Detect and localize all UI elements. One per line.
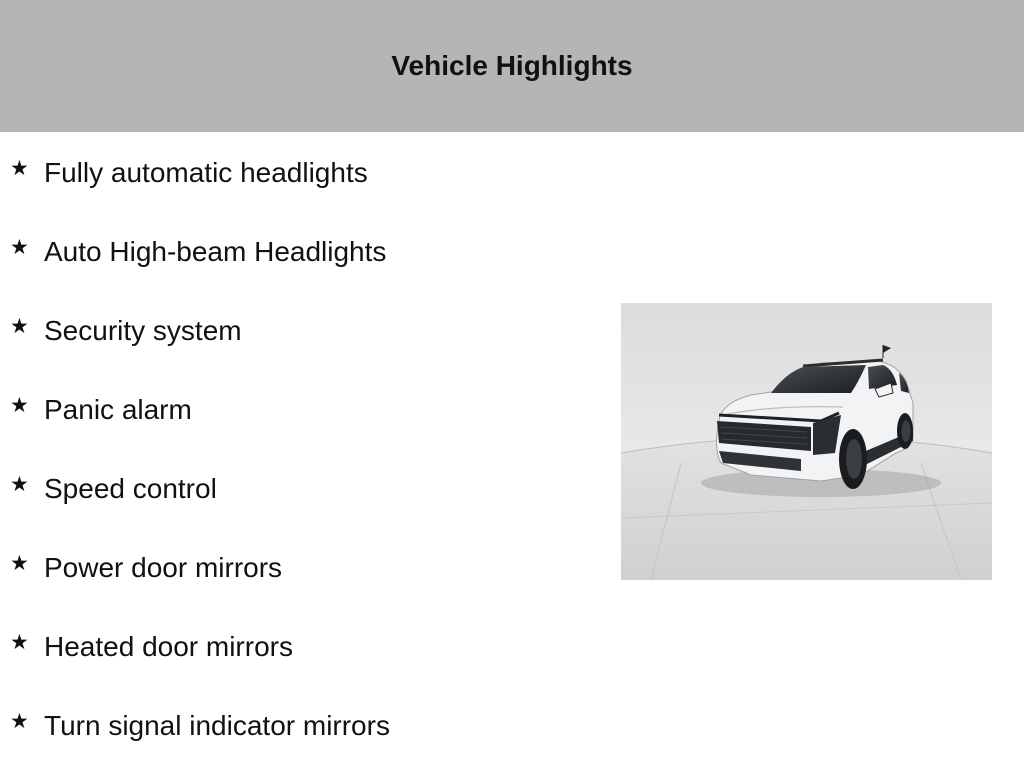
vehicle-image	[621, 303, 992, 580]
feature-label: Panic alarm	[44, 394, 192, 425]
vehicle-photo	[621, 303, 992, 580]
feature-label: Fully automatic headlights	[44, 157, 368, 188]
page-header	[0, 0, 1024, 132]
star-icon: ★	[10, 315, 29, 338]
star-icon: ★	[10, 236, 29, 259]
feature-label: Security system	[44, 315, 242, 346]
feature-label: Speed control	[44, 473, 217, 504]
star-icon: ★	[10, 631, 29, 654]
star-icon: ★	[10, 473, 29, 496]
feature-label: Heated door mirrors	[44, 631, 293, 662]
star-icon: ★	[10, 157, 29, 180]
star-icon: ★	[10, 552, 29, 575]
feature-label: Auto High-beam Headlights	[44, 236, 387, 267]
feature-label: Power door mirrors	[44, 552, 283, 583]
page-title: Vehicle Highlights	[391, 50, 633, 81]
star-icon: ★	[10, 394, 29, 417]
feature-label: Turn signal indicator mirrors	[44, 710, 390, 741]
star-icon: ★	[10, 710, 29, 733]
